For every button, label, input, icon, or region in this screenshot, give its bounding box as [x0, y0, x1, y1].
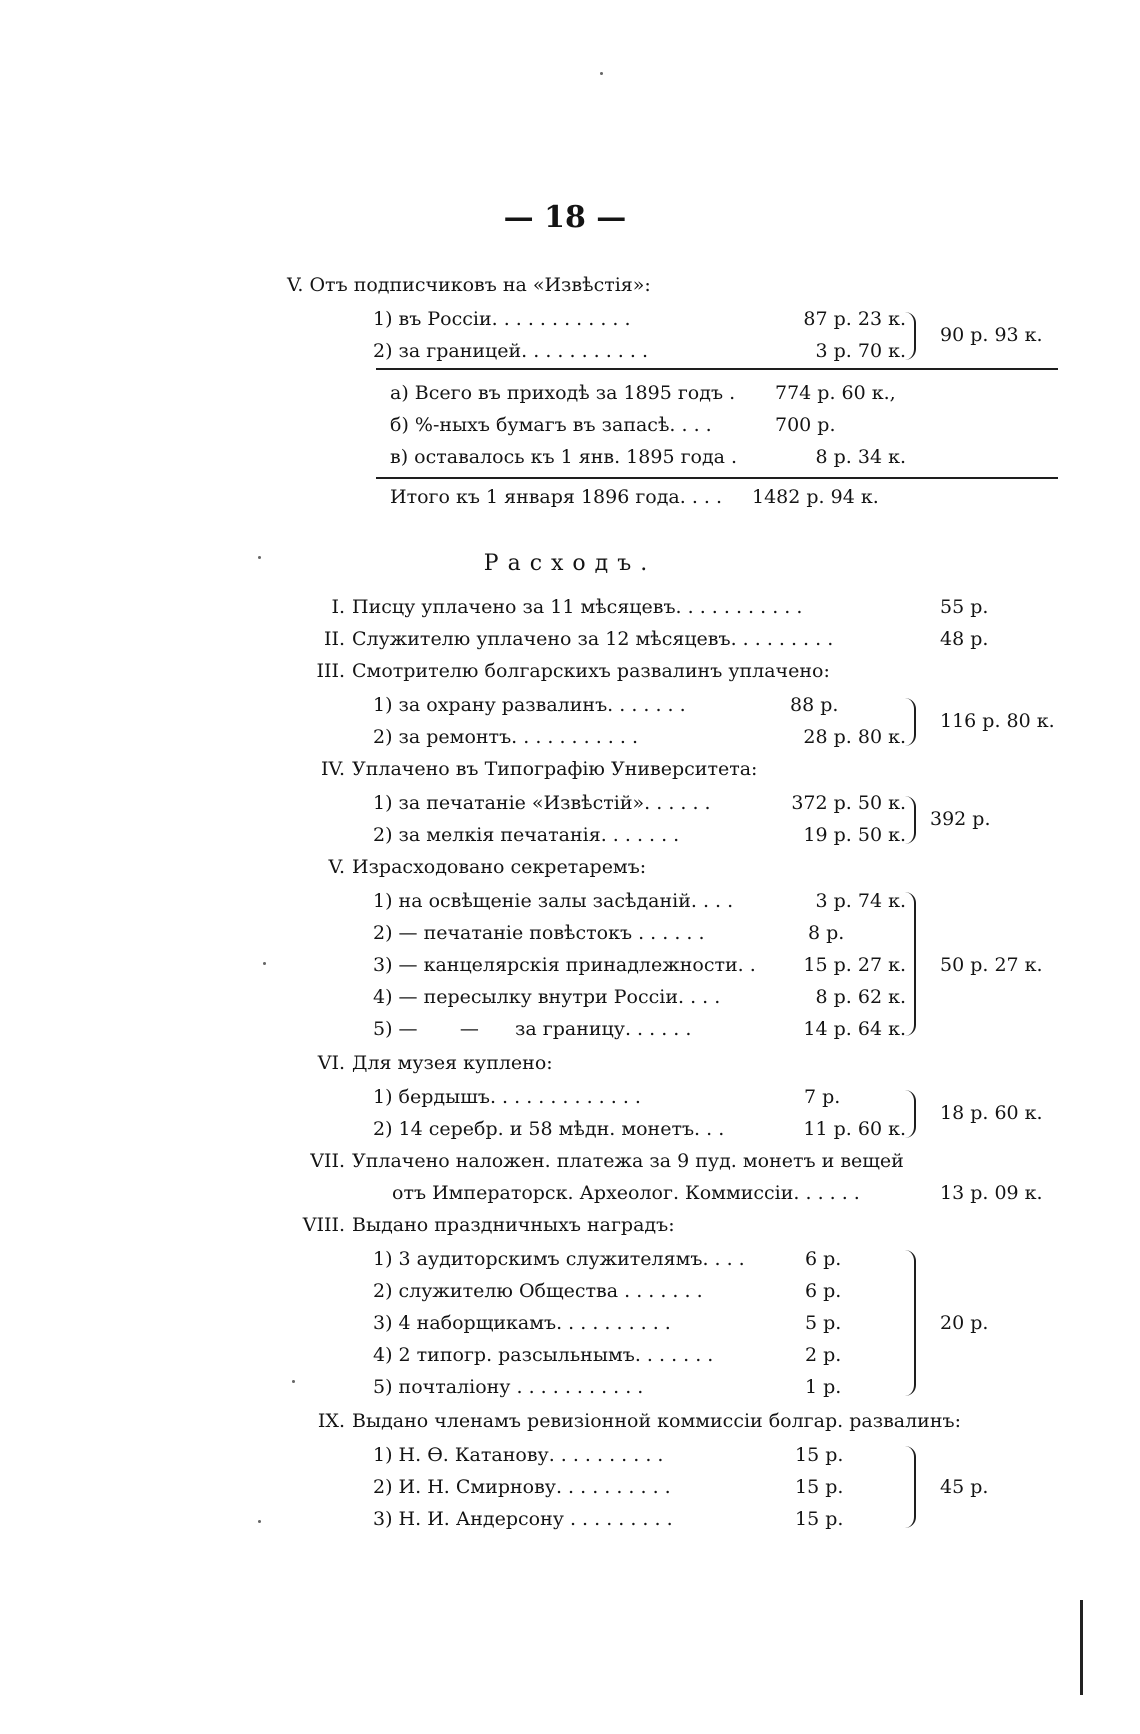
expense-item-text: 1) за печатаніе «Извѣстій». . . . . . [373, 792, 711, 814]
scan-speck [600, 72, 603, 75]
summary-line: а) Всего въ приходѣ за 1895 годъ . [390, 382, 736, 404]
expense-number: IX. [317, 1410, 345, 1432]
summary-line: в) оставалось къ 1 янв. 1895 года . [390, 446, 738, 468]
expense-item-text: 1) бердышъ. . . . . . . . . . . . . [373, 1086, 641, 1108]
expense-total: 18 р. 60 к. [940, 1102, 1043, 1124]
summary-amount: 700 р. [775, 414, 836, 436]
expense-item-amount: 8 р. 62 к. [815, 986, 906, 1008]
expense-item-text: 2) служителю Общества . . . . . . . [373, 1280, 703, 1302]
expense-total: 50 р. 27 к. [940, 954, 1043, 976]
expense-item-text: 4) — пересылку внутри Россіи. . . . [373, 986, 721, 1008]
brace [905, 1090, 916, 1138]
summary-amount: 774 р. 60 к., [775, 382, 896, 404]
expense-item-amount: 15 р. [795, 1476, 844, 1498]
expense-item-text: 2) И. Н. Смирнову. . . . . . . . . . [373, 1476, 671, 1498]
scan-speck [292, 1380, 295, 1383]
income-group-total: 90 р. 93 к. [940, 324, 1043, 346]
expense-text: Для музея куплено: [352, 1052, 553, 1074]
summary-line: б) %-ныхъ бумагъ въ запасѣ. . . . [390, 414, 712, 436]
scan-speck [258, 1520, 261, 1523]
brace [905, 1250, 916, 1396]
brace [905, 1446, 916, 1528]
grand-total-amount: 1482 р. 94 к. [752, 486, 879, 508]
expense-item-text: 3) 4 наборщикамъ. . . . . . . . . . [373, 1312, 671, 1334]
brace [905, 892, 916, 1036]
expense-total: 55 р. [940, 596, 989, 618]
expense-text: Служителю уплачено за 12 мѣсяцевъ. . . . . . . . . [352, 628, 834, 650]
grand-total-label: Итого къ 1 января 1896 года. . . . [390, 486, 723, 508]
expense-item-amount: 6 р. [805, 1280, 842, 1302]
expense-number: VI. [317, 1052, 345, 1074]
expense-item-amount: 372 р. 50 к. [791, 792, 906, 814]
expense-number: VII. [310, 1150, 345, 1172]
expense-text: Писцу уплачено за 11 мѣсяцевъ. . . . . . . . . . . [352, 596, 803, 618]
divider [376, 477, 1058, 479]
expense-number: VIII. [302, 1214, 345, 1236]
brace [905, 796, 916, 844]
expense-item-amount: 3 р. 74 к. [815, 890, 906, 912]
expense-item-text: 5) почталіону . . . . . . . . . . . [373, 1376, 644, 1398]
expense-item-amount: 15 р. [795, 1508, 844, 1530]
income-item-amount: 87 р. 23 к. [803, 308, 906, 330]
expense-item-text: 1) Н. Ѳ. Катанову. . . . . . . . . . [373, 1444, 664, 1466]
expense-item-amount: 14 р. 64 к. [803, 1018, 906, 1040]
expense-item-text: 2) за мелкія печатанія. . . . . . . [373, 824, 680, 846]
expense-total: 20 р. [940, 1312, 989, 1334]
expense-item-amount: 88 р. [790, 694, 839, 716]
expense-item-text: 2) — печатаніе повѣстокъ . . . . . . [373, 922, 705, 944]
income-item-amount: 3 р. 70 к. [815, 340, 906, 362]
expense-item-text: 4) 2 типогр. разсыльнымъ. . . . . . . [373, 1344, 714, 1366]
expense-item-amount: 15 р. [795, 1444, 844, 1466]
expense-number: III. [316, 660, 345, 682]
expense-item-text: 5) — — за границу. . . . . . [373, 1018, 692, 1040]
expense-item-amount: 15 р. 27 к. [803, 954, 906, 976]
scan-edge-line [1080, 1600, 1083, 1695]
expense-total: 116 р. 80 к. [940, 710, 1055, 732]
page-number: — 18 — [503, 200, 627, 235]
expense-text: Выдано членамъ ревизіонной коммиссіи болгар. развалинъ: [352, 1410, 961, 1432]
expense-total: 48 р. [940, 628, 989, 650]
expense-number: V. [328, 856, 345, 878]
expense-item-text: 2) за ремонтъ. . . . . . . . . . . [373, 726, 638, 748]
expense-item-amount: 19 р. 50 к. [803, 824, 906, 846]
expense-item-text: 1) за охрану развалинъ. . . . . . . [373, 694, 686, 716]
expense-item-amount: 1 р. [805, 1376, 842, 1398]
expense-total: 392 р. [930, 808, 991, 830]
divider [376, 368, 1058, 370]
income-item-text: 1) въ Россіи. . . . . . . . . . . . [373, 308, 631, 330]
scan-speck [263, 962, 266, 965]
brace [905, 312, 916, 360]
expense-item-text: 3) — канцелярскія принадлежности. . [373, 954, 756, 976]
expense-number: IV. [321, 758, 345, 780]
expense-item-amount: 7 р. [804, 1086, 841, 1108]
expense-item-text: 3) Н. И. Андерсону . . . . . . . . . [373, 1508, 673, 1530]
expense-text-continued: отъ Императорск. Археолог. Коммиссіи. . . . . . [392, 1182, 860, 1204]
expense-item-amount: 5 р. [805, 1312, 842, 1334]
expense-text: Израсходовано секретаремъ: [352, 856, 647, 878]
expense-total: 13 р. 09 к. [940, 1182, 1043, 1204]
expense-item-text: 1) 3 аудиторскимъ служителямъ. . . . [373, 1248, 745, 1270]
income-section-heading: V. Отъ подписчиковъ на «Извѣстія»: [287, 274, 651, 296]
brace [905, 698, 916, 746]
expense-heading: Расходъ. [483, 551, 657, 576]
expense-text: Уплачено наложен. платежа за 9 пуд. монетъ и вещей [352, 1150, 904, 1172]
expense-item-text: 1) на освѣщеніе залы засѣданій. . . . [373, 890, 734, 912]
expense-number: I. [331, 596, 345, 618]
expense-text: Выдано праздничныхъ наградъ: [352, 1214, 675, 1236]
expense-item-amount: 28 р. 80 к. [803, 726, 906, 748]
summary-amount: 8 р. 34 к. [815, 446, 906, 468]
income-item-text: 2) за границей. . . . . . . . . . . [373, 340, 648, 362]
expense-number: II. [323, 628, 345, 650]
expense-item-amount: 2 р. [805, 1344, 842, 1366]
expense-item-amount: 11 р. 60 к. [803, 1118, 906, 1140]
expense-text: Смотрителю болгарскихъ развалинъ уплачено: [352, 660, 830, 682]
scan-speck [258, 556, 261, 559]
expense-item-amount: 6 р. [805, 1248, 842, 1270]
expense-total: 45 р. [940, 1476, 989, 1498]
expense-text: Уплачено въ Типографію Университета: [352, 758, 758, 780]
expense-item-amount: 8 р. [808, 922, 845, 944]
expense-item-text: 2) 14 серебр. и 58 мѣдн. монетъ. . . [373, 1118, 725, 1140]
